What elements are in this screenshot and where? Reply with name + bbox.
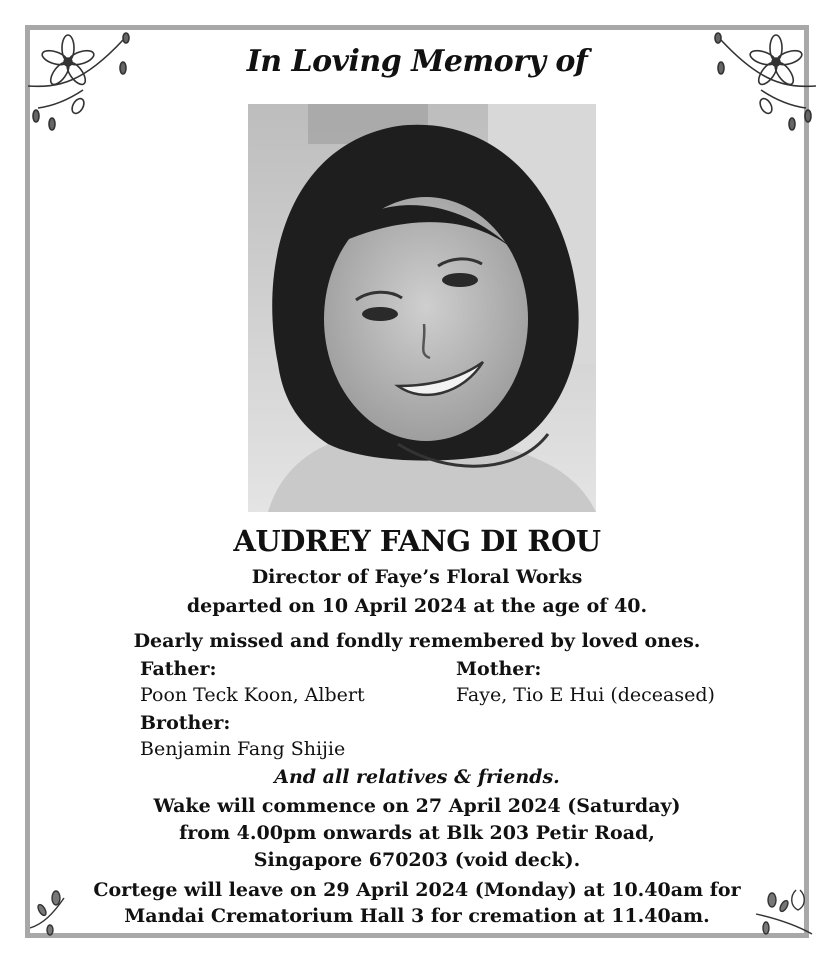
tribute-text: Dearly missed and fondly remembered by loved ones. [133,630,701,652]
wake-line-1: Wake will commence on 27 April 2024 (Saturday) [153,795,681,817]
father-label: Father: [140,658,217,680]
relatives-friends: And all relatives & friends. [274,766,560,788]
mother-name: Faye, Tio E Hui (deceased) [456,684,715,706]
cortege-line-2: Mandai Crematorium Hall 3 for cremation at 11.40am. [124,905,710,927]
deceased-role: Director of Faye’s Floral Works [251,566,583,588]
mother-label: Mother: [456,658,542,680]
wake-line-3: Singapore 670203 (void deck). [253,849,581,871]
brother-label: Brother: [140,712,231,734]
departed-date: departed on 10 April 2024 at the age of 40. [186,595,648,617]
father-name: Poon Teck Koon, Albert [140,684,365,706]
deceased-name: AUDREY FANG DI ROU [233,524,601,558]
cortege-line-1: Cortege will leave on 29 April 2024 (Monday) at 10.40am for [93,879,741,901]
brother-name: Benjamin Fang Shijie [140,738,346,760]
portrait-photo [248,104,596,512]
wake-line-2: from 4.00pm onwards at Blk 203 Petir Road, [179,822,655,844]
memorial-header: In Loving Memory of [246,44,588,79]
